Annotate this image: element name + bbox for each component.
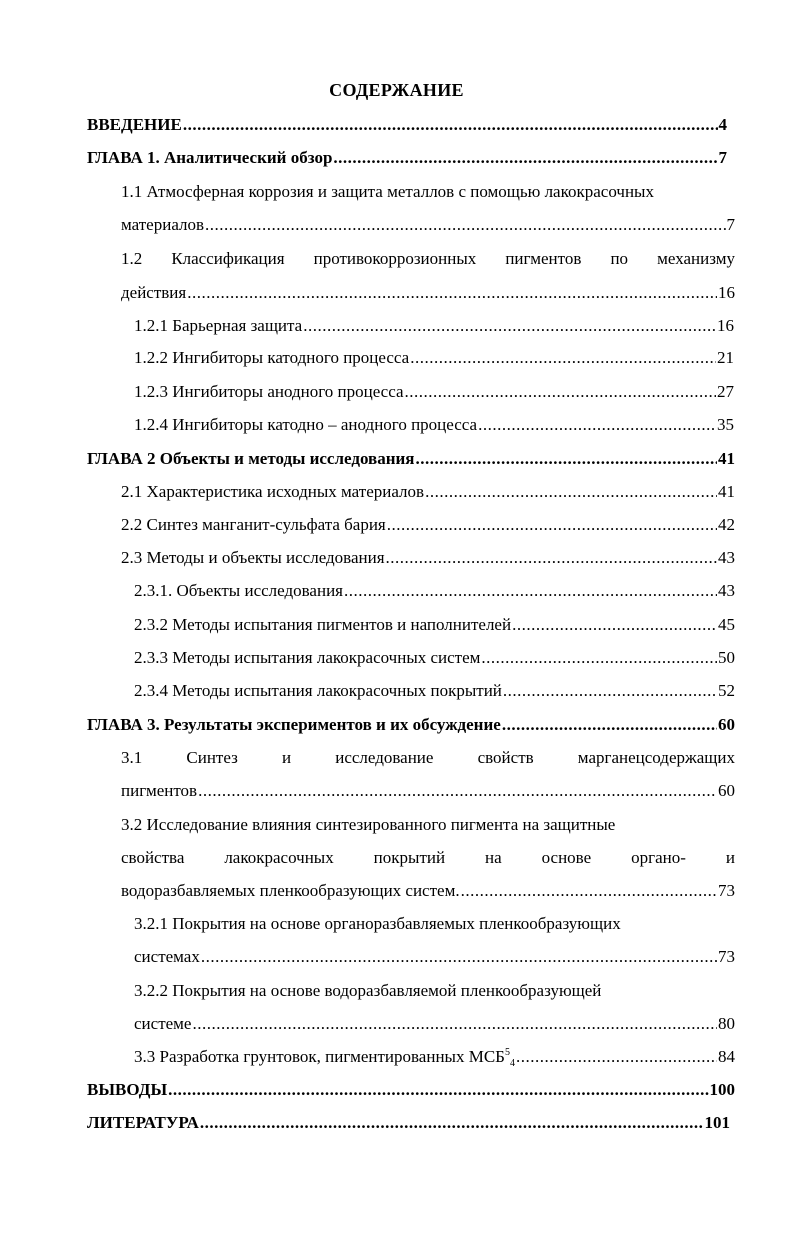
toc-entry-page: 16 <box>717 316 734 335</box>
toc-entry-text: 2.3 Методы и объекты исследования <box>121 548 385 567</box>
toc-entry-text: системах <box>134 947 200 966</box>
toc-entry-page: 43 <box>718 581 735 600</box>
dot-leader <box>425 480 717 504</box>
dot-leader <box>478 413 716 437</box>
dot-leader <box>410 346 716 370</box>
toc-entry-1-1 <box>121 213 735 237</box>
toc-entry-page: 35 <box>717 415 734 434</box>
toc-entry-text: ГЛАВА 3. Результаты экспериментов и их обсуждение <box>87 715 501 734</box>
toc-entry-text: системе <box>134 1014 192 1033</box>
toc-entry-2-3-3 <box>134 646 735 670</box>
toc-entry-text: водоразбавляемых пленкообразующих систем. <box>121 881 460 900</box>
toc-entry-page: 41 <box>718 449 735 468</box>
word: противокоррозионных <box>313 249 477 268</box>
word: покрытий <box>373 848 446 867</box>
word: марганецсодержащих <box>577 748 735 767</box>
dot-leader <box>461 879 717 903</box>
dot-leader <box>333 146 717 170</box>
toc-title: СОДЕРЖАНИЕ <box>329 80 464 100</box>
dot-leader <box>481 646 717 670</box>
toc-entry-3-1-line1 <box>121 746 735 770</box>
toc-entry-text: 3.2 Исследование влияния синтезированного пигмента на защитные <box>121 815 616 834</box>
dot-leader <box>183 113 718 137</box>
toc-entry-3-2-2 <box>134 1012 735 1036</box>
word: свойств <box>477 748 534 767</box>
toc-entry-page: 84 <box>718 1047 735 1066</box>
toc-entry-page: 50 <box>718 648 735 667</box>
word: лакокрасочных <box>224 848 334 867</box>
word: 3.1 <box>121 748 143 767</box>
dot-leader <box>415 447 717 471</box>
toc-entry-page: 41 <box>718 482 735 501</box>
dot-leader <box>502 713 717 737</box>
toc-entry-1-1-line1 <box>121 180 735 204</box>
word: на <box>485 848 502 867</box>
toc-entry-text: ВВЕДЕНИЕ <box>87 115 182 134</box>
dot-leader <box>386 546 717 570</box>
toc-entry-1-2-line1 <box>121 247 735 271</box>
toc-entry-text: 2.1 Характеристика исходных материалов <box>121 482 425 501</box>
dot-leader <box>516 1045 717 1069</box>
toc-entry-page: 43 <box>718 548 735 567</box>
toc-entry-text: действия <box>121 283 187 302</box>
toc-entry-text: 1.2.3 Ингибиторы анодного процесса <box>134 382 404 401</box>
toc-entry-text: 2.3.2 Методы испытания пигментов и наполнителей <box>134 615 512 634</box>
dot-leader <box>198 779 717 803</box>
toc-entry-literature <box>87 1111 730 1135</box>
toc-entry-conclusions <box>87 1078 735 1102</box>
dot-leader <box>192 1012 717 1036</box>
dot-leader <box>387 513 717 537</box>
dot-leader <box>168 1078 708 1102</box>
word: органо- <box>631 848 686 867</box>
toc-entry-page: 80 <box>718 1014 735 1033</box>
toc-entry-page: 16 <box>718 283 735 302</box>
toc-entry-page: 45 <box>718 615 735 634</box>
toc-entry-3-2-line1 <box>121 813 735 837</box>
word: основе <box>541 848 592 867</box>
toc-entry-3-2-line2 <box>121 846 735 870</box>
toc-entry-text: материалов <box>121 215 205 234</box>
dot-leader <box>205 213 725 237</box>
word: и <box>725 848 735 867</box>
toc-entry-text: 1.2.1 Барьерная защита <box>134 316 303 335</box>
toc-entry-1-2-4 <box>134 413 734 437</box>
toc-entry-page: 60 <box>718 781 735 800</box>
toc-entry-page: 21 <box>717 348 734 367</box>
toc-entry-text <box>134 1045 515 1069</box>
toc-entry-1-2-3 <box>134 380 734 404</box>
toc-entry-label: 3.3 Разработка грунтовок, пигментированных МСБ <box>134 1047 505 1066</box>
toc-entry-text: 3.2.2 Покрытия на основе водоразбавляемой пленкообразующей <box>134 981 602 1000</box>
word: по <box>610 249 629 268</box>
word: Синтез <box>186 748 238 767</box>
toc-entry-2-3 <box>121 546 735 570</box>
word: пигментов <box>505 249 582 268</box>
dot-leader <box>405 380 716 404</box>
toc-entry-text: ВЫВОДЫ <box>87 1080 168 1099</box>
word: исследование <box>335 748 434 767</box>
dot-leader <box>344 579 717 603</box>
toc-entry-text: ГЛАВА 2 Объекты и методы исследования <box>87 449 415 468</box>
toc-entry-2-2 <box>121 513 735 537</box>
word: свойства <box>121 848 185 867</box>
toc-entry-1-2-2 <box>134 346 734 370</box>
toc-entry-2-3-2 <box>134 613 735 637</box>
toc-entry-text: 1.2.2 Ингибиторы катодного процесса <box>134 348 410 367</box>
dot-leader <box>187 281 717 305</box>
toc-entry-text: ЛИТЕРАТУРА <box>87 1113 199 1132</box>
toc-entry-page: 7 <box>718 148 727 167</box>
toc-entry-page: 73 <box>718 881 735 900</box>
toc-entry-2-1 <box>121 480 735 504</box>
toc-entry-page: 73 <box>718 947 735 966</box>
toc-entry-3-2-1-line1 <box>134 912 735 936</box>
toc-entry-text: 1.2.4 Ингибиторы катодно – анодного процесса <box>134 415 478 434</box>
toc-entry-chapter-1 <box>87 146 727 170</box>
toc-entry-text: 2.3.1. Объекты исследования <box>134 581 343 600</box>
toc-entry-page: 100 <box>709 1080 735 1099</box>
toc-entry-1-2 <box>121 281 735 305</box>
toc-entry-2-3-1 <box>134 579 735 603</box>
toc-entry-page: 101 <box>704 1113 730 1132</box>
toc-entry-text: ГЛАВА 1. Аналитический обзор <box>87 148 333 167</box>
toc-entry-page: 27 <box>717 382 734 401</box>
toc-entry-page: 52 <box>718 681 735 700</box>
word: и <box>281 748 292 767</box>
dot-leader <box>201 945 717 969</box>
toc-entry-chapter-3 <box>87 713 735 737</box>
toc-entry-text: 2.3.4 Методы испытания лакокрасочных покрытий <box>134 681 502 700</box>
dot-leader <box>303 314 716 338</box>
toc-entry-3-2-2-line1 <box>134 979 735 1003</box>
toc-entry-text: 2.2 Синтез манганит-сульфата бария <box>121 515 386 534</box>
word: Классификация <box>171 249 285 268</box>
toc-entry-text: 2.3.3 Методы испытания лакокрасочных систем <box>134 648 481 667</box>
toc-entry-2-3-4 <box>134 679 735 703</box>
toc-entry-page: 42 <box>718 515 735 534</box>
dot-leader <box>503 679 717 703</box>
word: механизму <box>657 249 735 268</box>
toc-entry-3-3 <box>134 1045 735 1069</box>
dot-leader <box>200 1111 704 1135</box>
word: 1.2 <box>121 249 143 268</box>
toc-entry-text: 1.1 Атмосферная коррозия и защита металлов с помощью лакокрасочных <box>121 182 654 201</box>
subscript: 4 <box>509 1058 515 1069</box>
toc-entry-3-1 <box>121 779 735 803</box>
toc-entry-3-2 <box>121 879 735 903</box>
dot-leader <box>512 613 717 637</box>
toc-entry-chapter-2 <box>87 447 735 471</box>
toc-entry-page: 7 <box>726 215 735 234</box>
toc-entry-page: 60 <box>718 715 735 734</box>
toc-entry-text: 3.2.1 Покрытия на основе органоразбавляемых пленкообразующих <box>134 914 621 933</box>
toc-entry-1-2-1 <box>134 314 734 338</box>
toc-entry-3-2-1 <box>134 945 735 969</box>
toc-entry-page: 4 <box>718 115 727 134</box>
toc-entry-intro <box>87 113 727 137</box>
toc-entry-text: пигментов <box>121 781 198 800</box>
superscript: 5 <box>504 1047 510 1058</box>
